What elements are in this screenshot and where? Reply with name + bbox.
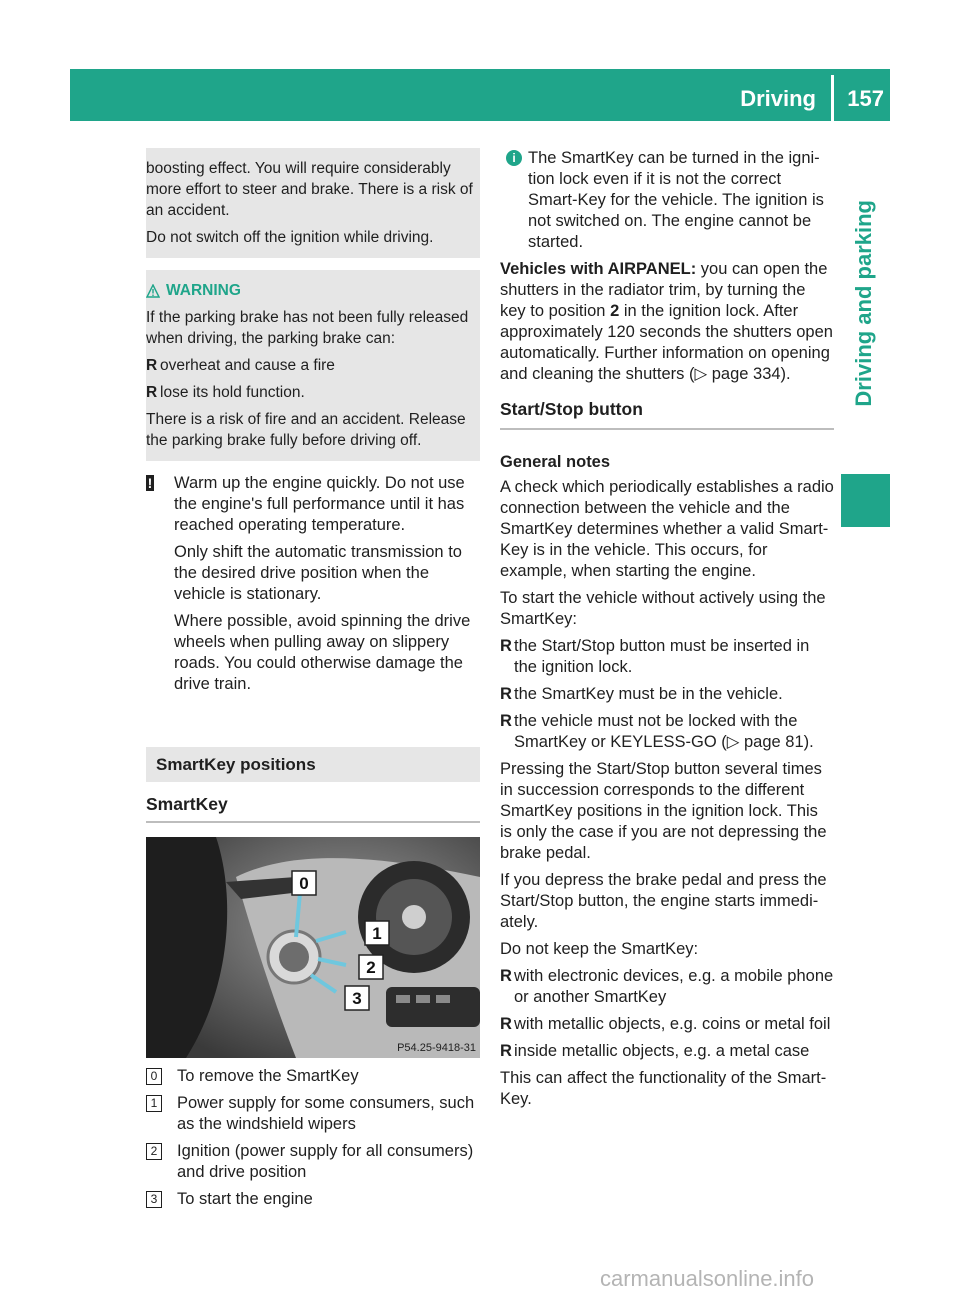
bullet-text: with electronic devices, e.g. a mobile phone or another SmartKey: [514, 967, 834, 1006]
bullet-icon: R: [146, 357, 158, 374]
info-note: [500, 148, 834, 253]
paragraph: Pressing the Start/Stop button several times in succession corresponds to the different SmartKey positions in the ignition lock. This is only the case if you are not depressing the brake pedal.: [500, 760, 827, 862]
legend-item: [146, 1093, 480, 1135]
legend-number: 1: [146, 1095, 162, 1112]
warning-bullet: [146, 355, 474, 376]
svg-text:0: 0: [299, 874, 309, 893]
bullet-item: [500, 684, 834, 705]
side-tab-marker: [841, 474, 890, 527]
header-divider: [831, 75, 834, 121]
warning-bullet: [146, 382, 474, 403]
left-column: [146, 148, 480, 1216]
callout-3: [345, 986, 369, 1010]
legend-number: 2: [146, 1143, 162, 1160]
warning-outro: There is a risk of fire and an accident. Release the parking brake fully before driving off.: [146, 411, 466, 449]
legend-text: To start the engine: [177, 1190, 313, 1208]
side-tab-label: Driving and parking: [851, 200, 876, 407]
warning-triangle-icon: [146, 284, 160, 298]
notice-block: [146, 473, 480, 695]
bullet-icon: R: [500, 1015, 512, 1033]
paragraph: Do not keep the SmartKey:: [500, 940, 699, 958]
bullet-icon: R: [500, 967, 512, 985]
subheading-smartkey: SmartKey: [146, 794, 480, 823]
chapter-title: Driving: [740, 86, 816, 111]
legend-text: To remove the SmartKey: [177, 1067, 359, 1085]
legend-text: Power supply for some consumers, such as the windshield wipers: [177, 1094, 475, 1133]
airpanel-paragraph: [500, 259, 834, 385]
legend-text: Ignition (power supply for all consumers) and drive position: [177, 1142, 474, 1181]
legend: [146, 1066, 480, 1210]
svg-text:1: 1: [372, 924, 382, 943]
paragraph: A check which periodically establishes a radio connection between the vehicle and the SmartKey determines whether a valid Smart-Key is in the vehicle. This occurs, for example, when starting the engine.: [500, 478, 834, 580]
callout-2: [359, 955, 383, 979]
bullet-item: [500, 966, 834, 1008]
bullet-text: the vehicle must not be locked with the SmartKey or KEYLESS-GO (▷ page 81).: [514, 712, 814, 751]
start-stop-heading: Start/Stop button: [500, 399, 834, 430]
caution-box: [146, 148, 480, 258]
watermark: carmanualsonline.info: [600, 1266, 815, 1291]
bullet-icon: R: [146, 384, 158, 401]
bullet-text: the Start/Stop button must be inserted in the ignition lock.: [514, 637, 810, 676]
airpanel-text-2: in the ignition lock. After approximately 120 seconds the shutters open automatically. Further information on opening and cleaning the shutters (▷ page 334).: [500, 302, 833, 383]
legend-item: [146, 1066, 480, 1087]
header-bar: [70, 69, 890, 121]
legend-item: [146, 1141, 480, 1183]
airpanel-position: 2: [610, 302, 620, 320]
exclamation-icon: !: [147, 475, 153, 491]
callout-0: [292, 871, 316, 895]
caution-text-2: Do not switch off the ignition while driving.: [146, 229, 434, 246]
bullet-icon: R: [500, 685, 512, 703]
svg-text:2: 2: [366, 958, 376, 977]
info-text: The SmartKey can be turned in the igni-tion lock even if it is not the correct Smart-Key for the vehicle. The ignition is not switched on. The engine cannot be started.: [528, 149, 824, 251]
bullet-icon: R: [500, 712, 512, 730]
side-tab: [841, 200, 890, 464]
warning-title: [146, 280, 474, 301]
paragraph: If you depress the brake pedal and press the Start/Stop button, the engine starts immedi-ately.: [500, 871, 827, 931]
warning-title-text: WARNING: [166, 282, 241, 299]
bullet-text: with metallic objects, e.g. coins or metal foil: [514, 1015, 831, 1033]
ignition-lock-illustration: [146, 837, 480, 1058]
bullet-item: [500, 1014, 834, 1035]
bullet-item: [500, 1041, 834, 1062]
airpanel-label: Vehicles with AIRPANEL:: [500, 260, 697, 278]
warning-box: [146, 270, 480, 461]
notice-text-1: Warm up the engine quickly. Do not use the engine's full performance until it has reached operating temperature.: [174, 474, 465, 534]
paragraph: To start the vehicle without actively using the SmartKey:: [500, 589, 826, 628]
airpanel-text-1: you can open the shutters in the radiator trim, by turning the key to position: [500, 260, 828, 320]
info-icon: i: [506, 150, 522, 166]
section-title: SmartKey positions: [146, 747, 480, 782]
warning-intro: If the parking brake has not been fully released when driving, the parking brake can:: [146, 309, 469, 347]
legend-number: 0: [146, 1068, 162, 1085]
notice-text-2: Only shift the automatic transmission to the desired drive position when the vehicle is stationary.: [174, 543, 462, 603]
bullet-text: the SmartKey must be in the vehicle.: [514, 685, 783, 703]
right-column: [500, 148, 834, 1116]
svg-text:3: 3: [352, 989, 362, 1008]
legend-item: [146, 1189, 480, 1210]
caution-text-1: boosting effect. You will require considerably more effort to steer and brake. There is a risk of an accident.: [146, 160, 473, 219]
notice-text-3: Where possible, avoid spinning the drive wheels when pulling away on slippery roads. You could otherwise damage the drive train.: [174, 612, 471, 693]
bullet-item: [500, 711, 834, 753]
warning-bullet-text: overheat and cause a fire: [160, 357, 335, 374]
bullet-icon: R: [500, 1042, 512, 1060]
warning-bullet-text: lose its hold function.: [160, 384, 305, 401]
legend-number: 3: [146, 1191, 162, 1208]
photo-code: P54.25-9418-31: [397, 1042, 476, 1054]
bullet-icon: R: [500, 637, 512, 655]
page-number: 157: [847, 86, 884, 111]
general-notes-heading: General notes: [500, 453, 611, 471]
paragraph: This can affect the functionality of the Smart-Key.: [500, 1069, 827, 1108]
bullet-text: inside metallic objects, e.g. a metal case: [514, 1042, 810, 1060]
ignition-lock-photo: [146, 837, 480, 1058]
callout-1: [365, 921, 389, 945]
bullet-item: [500, 636, 834, 678]
